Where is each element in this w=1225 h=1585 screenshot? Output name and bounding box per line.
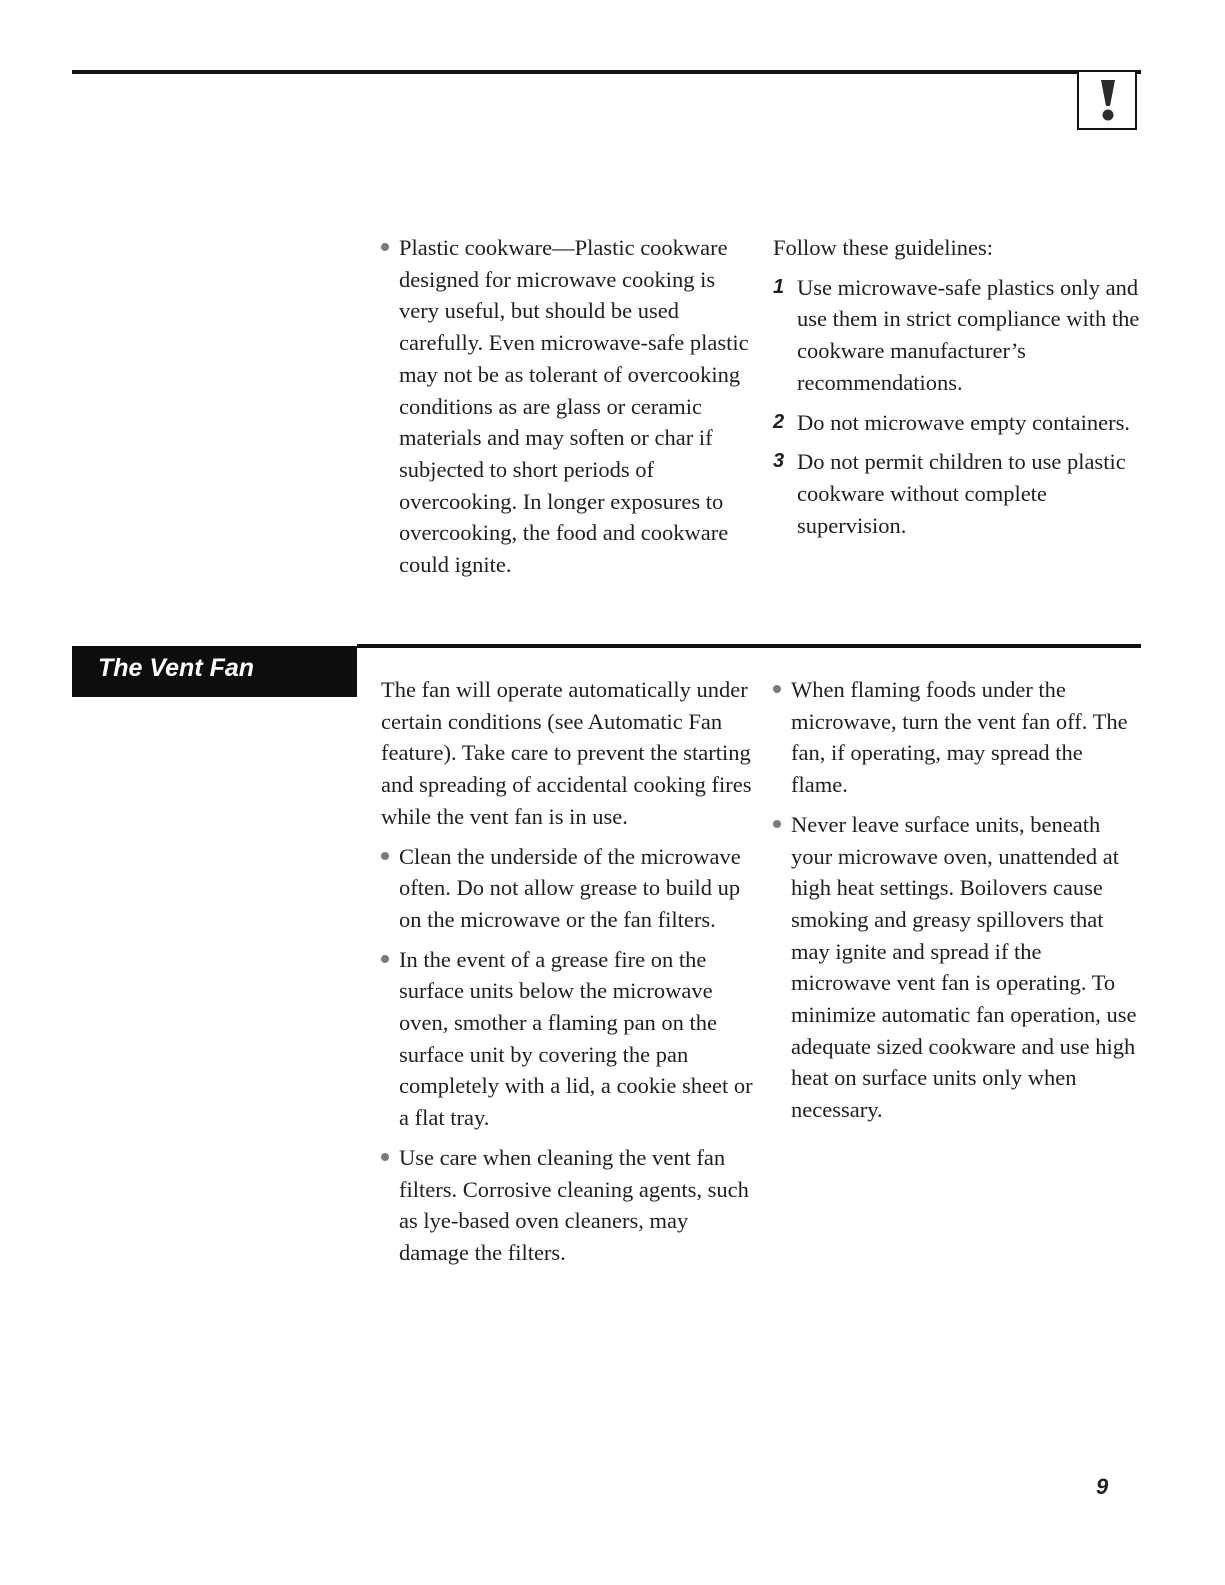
list-item xyxy=(381,1142,753,1269)
exclamation-icon xyxy=(1099,78,1117,122)
section-title: The Vent Fan xyxy=(98,654,255,682)
list-item xyxy=(773,674,1145,801)
top-rule xyxy=(72,70,1141,74)
bullet-icon xyxy=(381,955,389,963)
bullet-icon xyxy=(773,685,781,693)
list-item-text: Never leave surface units, beneath your microwave oven, unattended at high heat settings. Boilovers cause smoking and greasy spillovers that may ignite and spread if the microwave vent fan is operating. To minimize automatic fan operation, use adequate sized cookware and use high heat on surface units only when necessary. xyxy=(791,811,1137,1123)
upper-left-column xyxy=(381,232,753,589)
bullet-icon xyxy=(773,820,781,828)
section-header xyxy=(72,646,357,697)
list-item-text: When flaming foods under the microwave, turn the vent fan off. The fan, if operating, may spread the flame. xyxy=(791,677,1128,798)
plastic-cookware-text: Plastic cookware—Plastic cookware designed for microwave cooking is very useful, but should be used carefully. Even microwave-safe plastic may not be as tolerant of overcooking conditions as are glass or ceramic materials and may soften or char if subjected to short periods of overcooking. In longer exposures to overcooking, the food and cookware could ignite. xyxy=(399,235,749,578)
upper-right-column xyxy=(773,232,1145,549)
step-number: 2 xyxy=(773,410,785,433)
list-item xyxy=(381,944,753,1134)
plastic-cookware-bullet xyxy=(381,232,753,581)
step-text: Do not permit children to use plastic cookware without complete supervision. xyxy=(797,449,1126,538)
step-number: 3 xyxy=(773,450,785,473)
list-item xyxy=(773,809,1145,1126)
vent-fan-intro: The fan will operate automatically under certain conditions (see Automatic Fan feature). Take care to prevent the starting and spreading of accidental cooking fires while the vent fan is in use. xyxy=(381,677,752,829)
guidelines-intro: Follow these guidelines: xyxy=(773,235,993,260)
warning-box xyxy=(1077,72,1137,130)
list-item-text: Clean the underside of the microwave often. Do not allow grease to build up on the microwave or the fan filters. xyxy=(399,843,741,932)
step-text: Do not microwave empty containers. xyxy=(797,409,1131,435)
step-number: 1 xyxy=(773,275,785,298)
section-rule xyxy=(357,644,1141,648)
bullet-icon xyxy=(381,1153,389,1161)
step-text: Use microwave-safe plastics only and use them in strict compliance with the cookware manufacturer’s recommendations. xyxy=(797,274,1140,395)
guideline-step xyxy=(773,407,1145,439)
vent-fan-right-column xyxy=(773,674,1145,1134)
vent-fan-left-column xyxy=(381,674,753,1277)
list-item xyxy=(381,841,753,936)
guideline-step xyxy=(773,272,1145,399)
guideline-step xyxy=(773,446,1145,541)
page-number: 9 xyxy=(1096,1474,1109,1499)
bullet-icon xyxy=(381,243,389,251)
list-item-text: In the event of a grease fire on the surface units below the microwave oven, smother a flaming pan on the surface unit by covering the pan completely with a lid, a cookie sheet or a flat tray. xyxy=(399,946,753,1131)
list-item-text: Use care when cleaning the vent fan filters. Corrosive cleaning agents, such as lye-based oven cleaners, may damage the filters. xyxy=(399,1144,749,1265)
bullet-icon xyxy=(381,852,389,860)
